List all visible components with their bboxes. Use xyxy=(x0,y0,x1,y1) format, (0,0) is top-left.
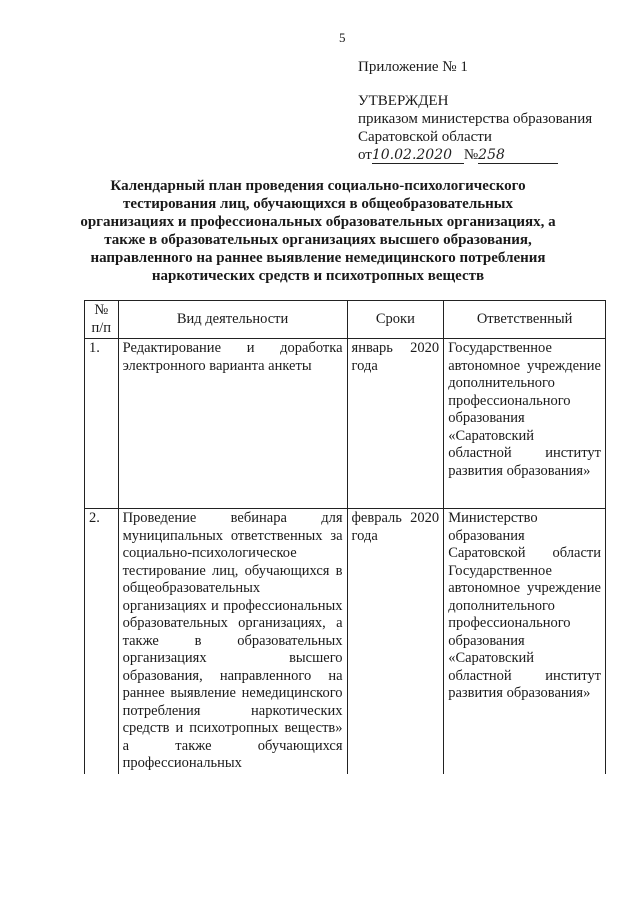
order-line-2: Саратовской области xyxy=(358,129,492,145)
document-title: Календарный план проведения социально-психологического тестирования лиц, обучающихся в общеобразовательных организациях и профессиональных образовательных организациях, а также в образовательных организациях высшего образования, направленного на раннее выявление немедицинского потребления наркотических средств и психотропных веществ xyxy=(80,178,556,284)
table-header-row xyxy=(85,301,606,339)
number-prefix: № xyxy=(463,147,479,163)
row-number: 2. xyxy=(85,509,119,774)
row-activity: Редактирование и доработка электронного варианта анкеты xyxy=(118,339,347,509)
page-number: 5 xyxy=(339,30,346,45)
approved-label: УТВЕРЖДЕН xyxy=(358,93,449,109)
approval-block xyxy=(358,58,608,164)
row-responsible: Государственное автономное учреждение дополнительного профессионального образования «Саратовский областной институт развития образования» xyxy=(444,339,606,509)
handwritten-date: 10.02.2020 xyxy=(372,147,464,164)
header-responsible: Ответственный xyxy=(444,301,606,339)
row-responsible: Министерство образования Саратовской области Государственное автономное учреждение дополнительного профессионального образования «Саратовский областной институт развития образования» xyxy=(444,509,606,774)
table-row xyxy=(85,339,606,509)
row-dates: январь 2020 года xyxy=(347,339,444,509)
schedule-table xyxy=(84,300,606,774)
row-dates: февраль 2020 года xyxy=(347,509,444,774)
date-prefix: от xyxy=(358,147,372,163)
handwritten-number: 258 xyxy=(478,147,558,164)
header-activity: Вид деятельности xyxy=(118,301,347,339)
row-activity: Проведение вебинара для муниципальных ответственных за социально-психологическое тестирование лиц, обучающихся в общеобразовательных организациях и профессиональных образовательных организациях, а также в образовательных организациях высшего образования, направленного на раннее выявление немедицинского потребления наркотических средств и психотропных веществ» а также обучающихся профессиональных xyxy=(118,509,347,774)
header-number: № п/п xyxy=(85,301,119,339)
table-row xyxy=(85,509,606,774)
header-dates: Сроки xyxy=(347,301,444,339)
order-date-line xyxy=(358,146,608,164)
appendix-heading: Приложение № 1 xyxy=(358,59,468,75)
order-line-1: приказом министерства образования xyxy=(358,111,593,127)
row-number: 1. xyxy=(85,339,119,509)
